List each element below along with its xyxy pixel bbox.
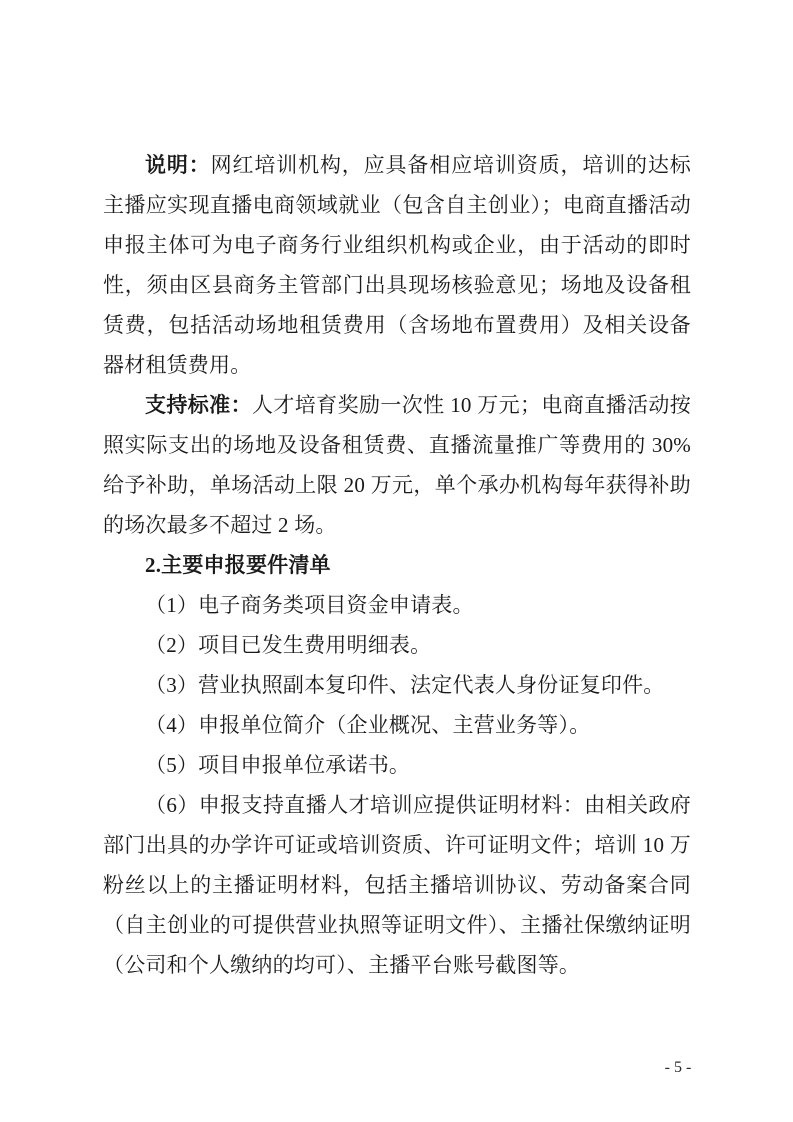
paragraph-explanation bbox=[103, 145, 691, 385]
checklist-heading: 2.主要申报要件清单 bbox=[145, 553, 331, 577]
checklist-item-1: （1）电子商务类项目资金申请表。 bbox=[145, 593, 474, 617]
page-number: - 5 - bbox=[664, 1059, 692, 1076]
support-standard-label: 支持标准： bbox=[145, 393, 252, 417]
checklist-item-3: （3）营业执照副本复印件、法定代表人身份证复印件。 bbox=[145, 673, 665, 697]
document-body bbox=[103, 145, 691, 985]
explanation-text: 网红培训机构，应具备相应培训资质，培训的达标主播应实现直播电商领域就业（包含自主创业）；电商直播活动申报主体可为电子商务行业组织机构或企业，由于活动的即时性，须由区县商务主管部门出具现场核验意见；场地及设备租赁费，包括活动场地租赁费用（含场地布置费用）及相关设备器材租赁费用。 bbox=[103, 153, 691, 377]
paragraph-support-standard bbox=[103, 385, 691, 545]
support-standard-text: 人才培育奖励一次性 10 万元；电商直播活动按照实际支出的场地及设备租赁费、直播流量推广等费用的 30%给予补助，单场活动上限 20 万元，单个承办机构每年获得补助的场次最多不超过 2 场。 bbox=[103, 393, 691, 537]
checklist-item-2: （2）项目已发生费用明细表。 bbox=[145, 633, 432, 657]
checklist-item-4: （4）申报单位简介（企业概况、主营业务等）。 bbox=[145, 713, 591, 737]
explanation-label: 说明： bbox=[145, 153, 211, 177]
checklist-item-6: （6）申报支持直播人才培训应提供证明材料：由相关政府部门出具的办学许可证或培训资质、许可证明文件；培训 10 万粉丝以上的主播证明材料，包括主播培训协议、劳动备案合同（自主创业的可提供营业执照等证明文件）、主播社保缴纳证明（公司和个人缴纳的均可）、主播平台账号截图等。 bbox=[103, 793, 691, 977]
checklist-item-5: （5）项目申报单位承诺书。 bbox=[145, 753, 411, 777]
